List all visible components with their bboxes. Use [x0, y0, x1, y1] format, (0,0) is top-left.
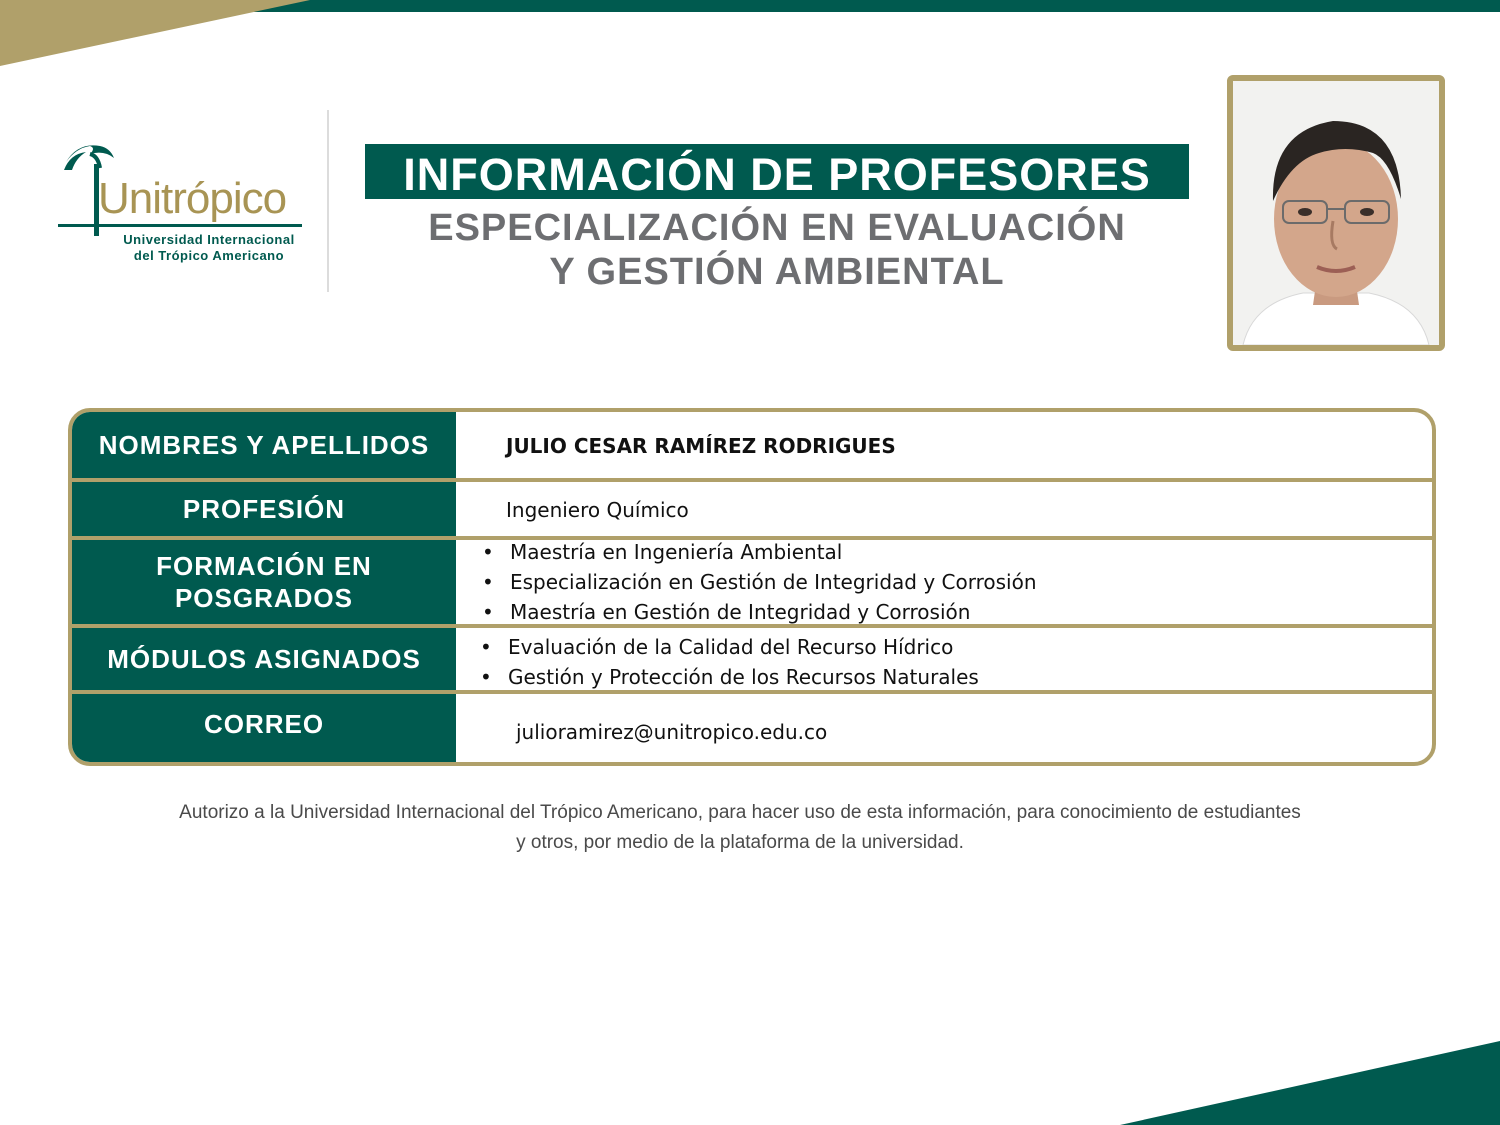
table-row-postgrad [72, 540, 1432, 624]
value-profession-cell [456, 482, 1432, 536]
value-modules-cell [456, 628, 1432, 690]
modules-list [480, 632, 979, 692]
page-subtitle [365, 206, 1189, 294]
portrait-image [1233, 81, 1439, 345]
page-title: INFORMACIÓN DE PROFESORES [365, 144, 1189, 199]
label-postgrad-line1: FORMACIÓN EN [156, 551, 372, 581]
logo-wordmark: Unitrópico [98, 174, 287, 223]
value-postgrad-cell [456, 540, 1432, 624]
header-divider [327, 110, 329, 292]
list-item: • Especialización en Gestión de Integridad y Corrosión [482, 567, 1037, 597]
subtitle-line2: Y GESTIÓN AMBIENTAL [549, 251, 1005, 293]
value-email-cell [456, 694, 1432, 762]
bottom-green-corner [1120, 1041, 1500, 1125]
subtitle-line1: ESPECIALIZACIÓN EN EVALUACIÓN [428, 207, 1126, 249]
logo-underline [58, 224, 302, 227]
postgrad-list [482, 537, 1037, 627]
list-item: • Gestión y Protección de los Recursos Naturales [480, 662, 979, 692]
table-row-name [72, 412, 1432, 478]
list-item: • Maestría en Gestión de Integridad y Corrosión [482, 597, 1037, 627]
logo-subtitle [102, 232, 316, 264]
label-email: CORREO [72, 694, 456, 762]
table-row-profession [72, 482, 1432, 536]
table-row-email [72, 694, 1432, 762]
label-postgrad-line2: POSGRADOS [174, 583, 353, 613]
list-item: • Evaluación de la Calidad del Recurso Hídrico [480, 632, 979, 662]
value-name-cell [456, 412, 1432, 478]
value-profession: Ingeniero Químico [506, 498, 689, 522]
value-email[interactable]: julioramirez@unitropico.edu.co [516, 720, 828, 744]
list-item: • Maestría en Ingeniería Ambiental [482, 537, 1037, 567]
profile-table [68, 408, 1436, 766]
table-row-modules [72, 628, 1432, 690]
professor-photo [1227, 75, 1445, 351]
value-name: JULIO CESAR RAMÍREZ RODRIGUES [506, 434, 896, 458]
university-logo [56, 136, 316, 276]
label-name: NOMBRES Y APELLIDOS [72, 412, 456, 478]
authorization-note [70, 798, 1410, 858]
authorization-line1: Autorizo a la Universidad Internacional del Trópico Americano, para hacer uso de esta información, para conocimiento de estudiantes [179, 802, 1301, 823]
authorization-line2: y otros, por medio de la plataforma de la universidad. [516, 832, 964, 853]
label-postgrad [72, 540, 456, 624]
label-profession: PROFESIÓN [72, 482, 456, 536]
top-gold-corner [0, 0, 310, 66]
label-modules: MÓDULOS ASIGNADOS [72, 628, 456, 690]
logo-subtitle-line2: del Trópico Americano [133, 248, 285, 263]
logo-subtitle-line1: Universidad Internacional [123, 232, 295, 247]
